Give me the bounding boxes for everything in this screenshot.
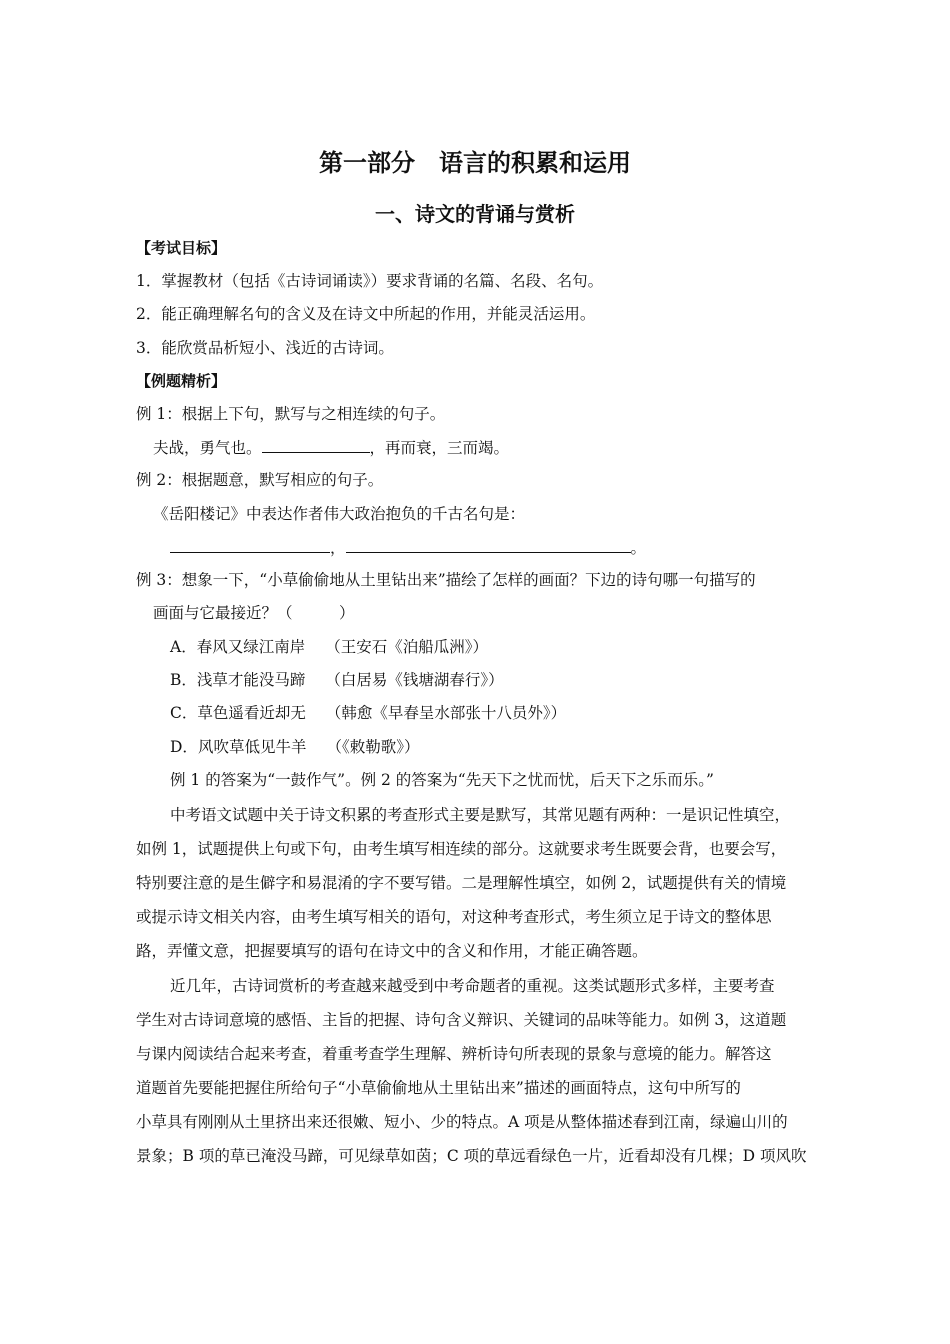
paragraph-line: 特别要注意的是生僻字和易混淆的字不要写错。二是理解性填空，如例 2，试题提供有关的情境 bbox=[136, 874, 787, 892]
option-source: （王安石《泊船瓜洲》） bbox=[325, 638, 488, 656]
option-a bbox=[170, 636, 488, 658]
example-1-body bbox=[153, 436, 509, 459]
paragraph-line: 中考语文试题中关于诗文积累的考查形式主要是默写，其常见题有两种：一是识记性填空， bbox=[170, 806, 791, 824]
paragraph-line: 近几年，古诗词赏析的考查越来越受到中考命题者的重视。这类试题形式多样，主要考查 bbox=[170, 977, 775, 995]
example-2-prompt: 例 2：根据题意，默写相应的句子。 bbox=[136, 471, 384, 489]
paragraph-line: 路，弄懂文意，把握要填写的语句在诗文中的含义和作用，才能正确答题。 bbox=[136, 942, 648, 960]
answer-blank[interactable] bbox=[170, 536, 330, 553]
example-3-prompt-cont: 画面与它最接近？（ ） bbox=[153, 604, 355, 622]
option-line: 风吹草低见牛羊 bbox=[197, 738, 307, 756]
example-1-before: 夫战，勇气也。 bbox=[153, 439, 262, 457]
blank-end: 。 bbox=[630, 539, 647, 557]
example-3-prompt: 例 3：想象一下，“小草偷偷地从土里钻出来”描绘了怎样的画面？下边的诗句哪一句描写的 bbox=[136, 571, 756, 589]
answer-line: 例 1 的答案为“一鼓作气”。例 2 的答案为“先天下之忧而忧，后天下之乐而乐。” bbox=[170, 771, 714, 789]
option-line: 浅草才能没马蹄 bbox=[196, 671, 306, 689]
page-title: 第一部分 语言的积累和运用 bbox=[319, 149, 631, 177]
example-1-prompt: 例 1：根据上下句，默写与之相连续的句子。 bbox=[136, 405, 446, 423]
examples-label: 【例题精析】 bbox=[136, 372, 227, 390]
option-source: （《敕勒歌》） bbox=[326, 738, 420, 756]
option-key: B． bbox=[170, 671, 197, 689]
goal-item: 2．能正确理解名句的含义及在诗文中所起的作用，并能灵活运用。 bbox=[136, 305, 596, 323]
paragraph-line: 小草具有刚刚从土里挤出来还很嫩、短小、少的特点。A 项是从整体描述春到江南，绿遍山川的 bbox=[136, 1113, 788, 1131]
paragraph-line: 道题首先要能把握住所给句子“小草偷偷地从土里钻出来”描述的画面特点，这句中所写的 bbox=[136, 1079, 741, 1097]
blank-separator: ， bbox=[330, 539, 346, 557]
example-1-after: ，再而衰，三而竭。 bbox=[369, 439, 510, 457]
option-b bbox=[170, 669, 504, 691]
goal-item: 1．掌握教材（包括《古诗词诵读》）要求背诵的名篇、名段、名句。 bbox=[136, 272, 604, 290]
paragraph-line: 如例 1，试题提供上句或下句，由考生填写相连续的部分。这就要求考生既要会背，也要会写， bbox=[136, 840, 787, 858]
example-2-context: 《岳阳楼记》中表达作者伟大政治抱负的千古名句是： bbox=[153, 505, 526, 523]
option-line: 草色遥看近却无 bbox=[197, 704, 306, 722]
goals-label: 【考试目标】 bbox=[136, 239, 227, 257]
option-source: （白居易《钱塘湖春行》） bbox=[325, 671, 504, 689]
option-d bbox=[170, 736, 419, 758]
paragraph-line: 或提示诗文相关内容，由考生填写相关的语句，对这种考查形式，考生须立足于诗文的整体思 bbox=[136, 908, 772, 926]
option-key: C． bbox=[170, 704, 198, 722]
paragraph-line: 学生对古诗词意境的感悟、主旨的把握、诗句含义辩识、关键词的品味等能力。如例 3，这道题 bbox=[136, 1011, 787, 1029]
option-line: 春风又绿江南岸 bbox=[196, 638, 306, 656]
paragraph-line: 与课内阅读结合起来考查，着重考查学生理解、辨析诗句所表现的景象与意境的能力。解答这 bbox=[136, 1045, 772, 1063]
option-key: A． bbox=[170, 638, 197, 656]
answer-blank[interactable] bbox=[346, 536, 631, 553]
option-c bbox=[170, 702, 566, 724]
example-2-blanks bbox=[170, 536, 646, 559]
answer-blank[interactable] bbox=[262, 436, 370, 453]
goal-item: 3．能欣赏品析短小、浅近的古诗词。 bbox=[136, 339, 394, 357]
option-source: （韩愈《早春呈水部张十八员外》） bbox=[325, 704, 567, 722]
section-title: 一、诗文的背诵与赏析 bbox=[375, 202, 575, 226]
option-key: D． bbox=[170, 738, 198, 756]
paragraph-line: 景象；B 项的草已淹没马蹄，可见绿草如茵；C 项的草远看绿色一片，近看却没有几棵；D 项风吹 bbox=[136, 1147, 807, 1165]
